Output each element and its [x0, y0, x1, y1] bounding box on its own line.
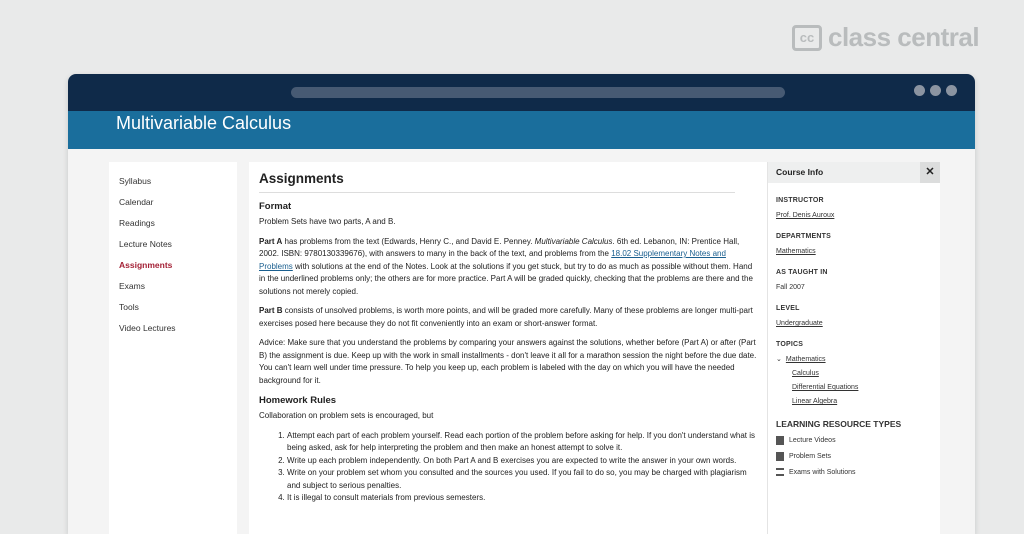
department-link[interactable]: Mathematics: [776, 248, 816, 255]
advice-paragraph: Advice: Make sure that you understand the problems by comparing your answers against the solutions, whether before (Part A) or after (Part B) the assignment is due. Keep up with the work in small installments - don't leave it all for a marathon session the night before the due date. You can't learn well under time pressure. To help you keep up, each problem is labeled with the day on which you will have the needed background for it.: [259, 338, 757, 385]
level-link[interactable]: Undergraduate: [776, 320, 823, 327]
taught-label: AS TAUGHT IN: [776, 269, 828, 276]
part-b-text: consists of unsolved problems, is worth more points, and will be graded more carefully. Many of these problems are longer multi-part exercises posed here because they do not fit conveniently into an exam or short-answer format.: [259, 306, 753, 328]
course-nav: [109, 162, 237, 534]
taught-value: Fall 2007: [776, 284, 805, 291]
cc-logo-text: class central: [828, 22, 980, 52]
nav-item-assignments[interactable]: Assignments: [119, 260, 173, 270]
page-title: Assignments: [259, 171, 735, 193]
nav-item-video-lectures[interactable]: Video Lectures: [119, 323, 176, 333]
topic-main-row: [776, 355, 940, 363]
rules-list: [259, 430, 757, 505]
instructor-link[interactable]: Prof. Denis Auroux: [776, 212, 835, 219]
topic-sub-link[interactable]: Calculus: [792, 370, 819, 377]
document-icon: [776, 452, 784, 461]
close-icon[interactable]: ✕: [920, 162, 940, 183]
part-a-text: with solutions at the end of the Notes. Look at the solutions if you get stuck, but try to do as much as possible without them. Hand in the underlined problems only; the others are for more practice. Part A will be graded quickly, checking that the problems are there and the solutions not merely copied.: [259, 261, 753, 296]
window-controls: [914, 85, 957, 96]
departments-label: DEPARTMENTS: [776, 233, 831, 240]
part-a-label: Part A: [259, 236, 283, 246]
resource-row[interactable]: [776, 452, 940, 461]
part-a-paragraph: [259, 236, 757, 299]
nav-item-lecture-notes[interactable]: Lecture Notes: [119, 239, 172, 249]
supplementary-notes-link[interactable]: 18.02 Supplementary Notes and Problems: [259, 249, 726, 271]
nav-item-tools[interactable]: Tools: [119, 302, 139, 312]
browser-window: [68, 74, 975, 534]
course-info-title: Course Info: [776, 167, 824, 177]
topic-sub-link[interactable]: Differential Equations: [792, 384, 859, 391]
rule-item: 2. Write up each problem independently. On both Part A and B exercises you are expected to write the answer in your own words.: [287, 455, 757, 468]
part-a-text: . 6th ed. Lebanon, IN: Prentice Hall, 2002. ISBN: 9780130339676), with answers to many in the back of the text, and problems from the: [259, 236, 740, 258]
video-icon: [776, 436, 784, 445]
part-b-label: Part B: [259, 306, 283, 315]
format-intro: Problem Sets have two parts, A and B.: [259, 217, 396, 226]
format-heading: Format: [259, 201, 292, 212]
window-dot-icon[interactable]: [946, 85, 957, 96]
browser-titlebar: [68, 74, 975, 111]
window-dot-icon[interactable]: [914, 85, 925, 96]
book-title: Multivariable Calculus: [534, 236, 613, 246]
assignments-content: [249, 162, 767, 534]
address-bar[interactable]: [291, 87, 785, 98]
class-central-logo: [792, 22, 979, 53]
resource-label: Exams with Solutions: [789, 468, 856, 476]
chevron-down-icon[interactable]: ⌄: [776, 356, 782, 363]
rules-intro: Collaboration on problem sets is encouraged, but: [259, 411, 434, 420]
nav-item-exams[interactable]: Exams: [119, 281, 145, 291]
nav-item-readings[interactable]: Readings: [119, 218, 155, 228]
course-info-header: [768, 162, 940, 183]
topic-main-link[interactable]: Mathematics: [785, 355, 826, 363]
level-label: LEVEL: [776, 305, 800, 312]
instructor-label: INSTRUCTOR: [776, 197, 824, 204]
cc-logo-mark: cc: [792, 25, 822, 51]
resource-label: Problem Sets: [789, 453, 832, 460]
nav-item-calendar[interactable]: Calendar: [119, 197, 154, 207]
window-dot-icon[interactable]: [930, 85, 941, 96]
course-info-panel: [767, 162, 940, 534]
topics-label: TOPICS: [776, 341, 804, 348]
rule-item: 3. Write on your problem set whom you consulted and the sources you used. If you fail to do so, you may be charged with plagiarism and subject to serious penalties.: [287, 467, 757, 492]
resource-row[interactable]: [776, 436, 940, 445]
list-icon: [776, 468, 784, 476]
part-a-text: has problems from the text (Edwards, Henry C., and David E. Penney.: [282, 236, 535, 246]
rule-item: 4. It is illegal to consult materials from previous semesters.: [287, 492, 757, 505]
rules-heading: Homework Rules: [259, 395, 337, 406]
course-title: Multivariable Calculus: [116, 113, 292, 133]
resource-types-label: LEARNING RESOURCE TYPES: [776, 419, 902, 429]
topic-sub-link[interactable]: Linear Algebra: [792, 398, 838, 405]
nav-item-syllabus[interactable]: Syllabus: [119, 176, 152, 186]
rule-item: 1. Attempt each part of each problem yourself. Read each portion of the problem before asking for help. If you don't understand what is being asked, ask for help interpreting the problem and then make an honest attempt to solve it.: [287, 430, 757, 455]
resource-label: Lecture Videos: [789, 437, 836, 444]
part-b-paragraph: [259, 305, 757, 330]
course-header: [68, 111, 975, 149]
resource-row[interactable]: [776, 468, 940, 476]
